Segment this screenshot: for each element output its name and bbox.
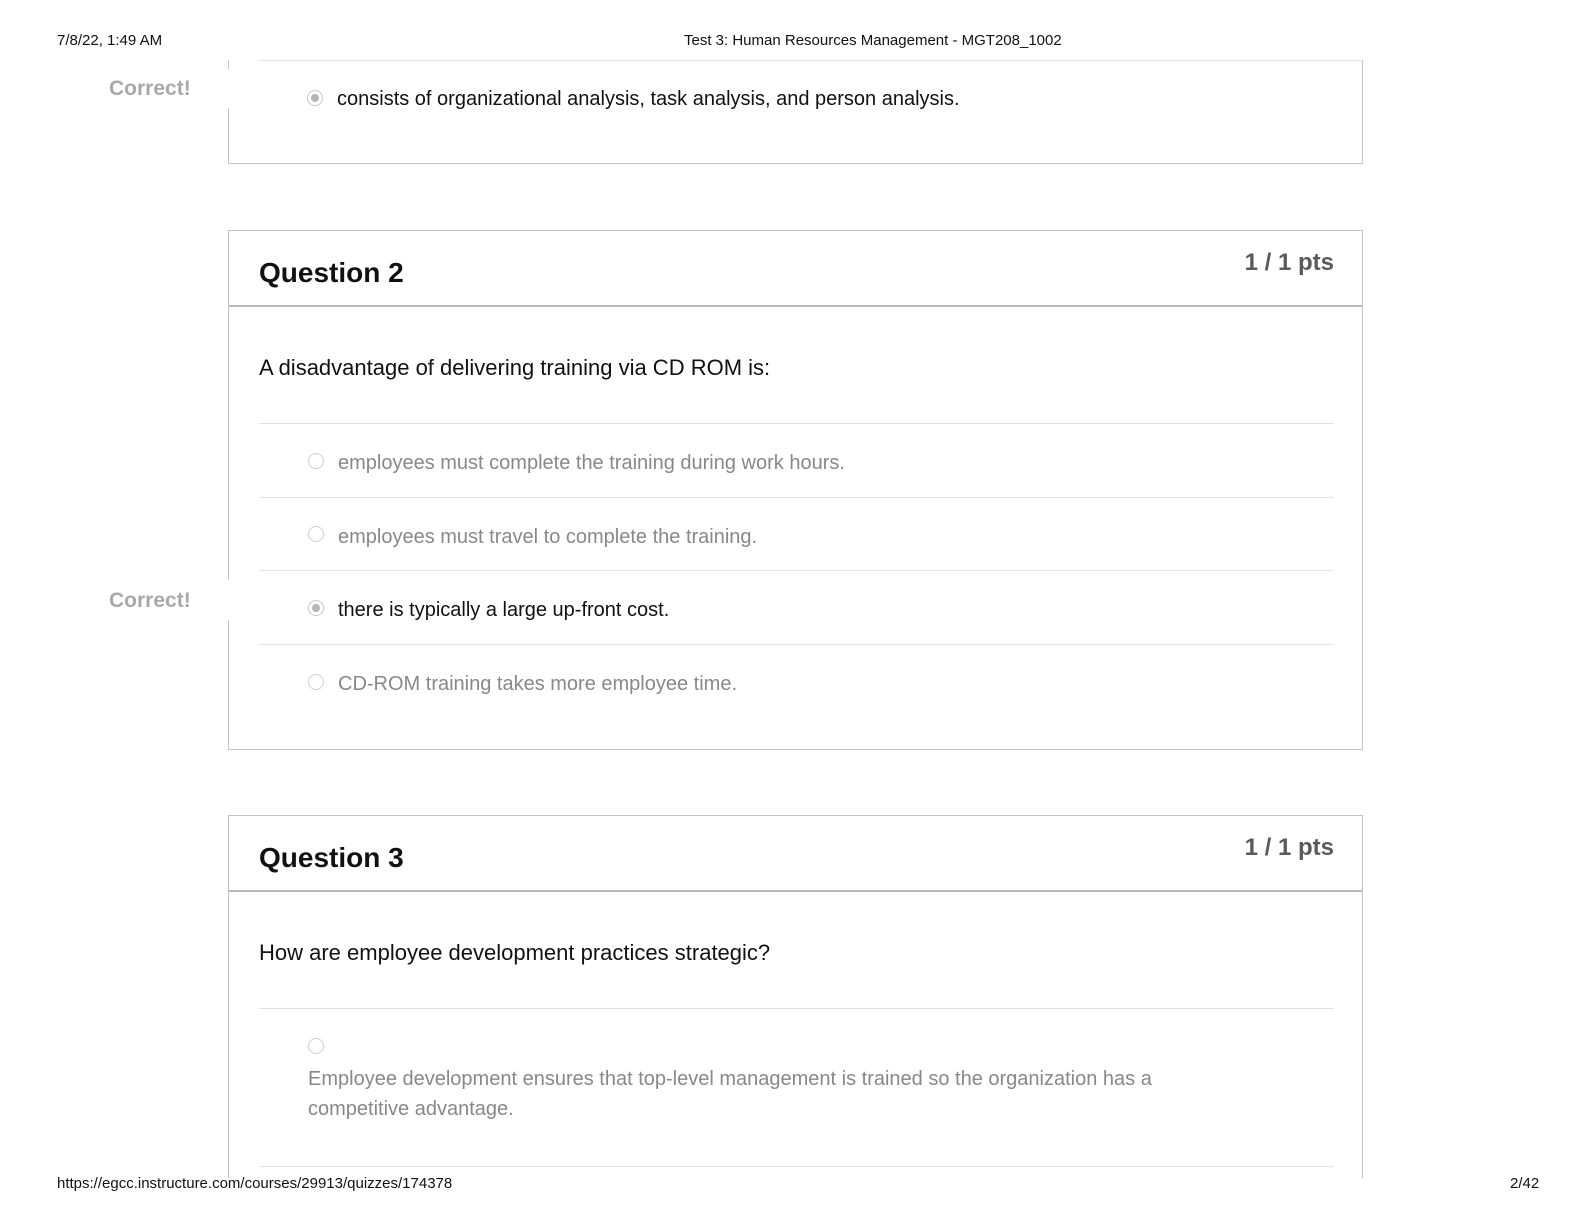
- answer-radio-selected[interactable]: [308, 600, 324, 616]
- answer-radio[interactable]: [308, 453, 324, 469]
- question-2-text: A disadvantage of delivering training via CD ROM is:: [259, 355, 771, 380]
- question-3-card: [228, 815, 1363, 1215]
- answer-radio-selected[interactable]: [307, 90, 323, 106]
- divider: [259, 570, 1334, 571]
- question-2-points: 1 / 1 pts: [1244, 249, 1334, 276]
- question-3-header: [229, 816, 1362, 892]
- divider: [259, 497, 1334, 498]
- divider: [259, 1166, 1334, 1167]
- question-3-text: How are employee development practices strategic?: [259, 940, 771, 965]
- question-2-title: Question 2: [259, 257, 404, 288]
- answer-text: CD-ROM training takes more employee time.: [338, 673, 738, 695]
- answer-text: employees must complete the training during work hours.: [338, 452, 845, 474]
- divider: [259, 1008, 1334, 1009]
- question-3-title: Question 3: [259, 842, 404, 873]
- print-page-number: 2/42: [1510, 1175, 1540, 1192]
- answer-text: Employee development ensures that top-level management is trained so the organization has a competitive advantage.: [308, 1068, 1152, 1120]
- print-datetime: 7/8/22, 1:49 AM: [57, 32, 163, 49]
- question-2-header: [229, 231, 1362, 307]
- question-3-points: 1 / 1 pts: [1244, 834, 1334, 861]
- divider: [259, 423, 1334, 424]
- question-2-card: [228, 230, 1363, 750]
- correct-label: Correct!: [109, 77, 191, 100]
- answer-text: employees must travel to complete the training.: [338, 526, 758, 548]
- answer-text-selected: there is typically a large up-front cost.: [338, 599, 670, 621]
- correct-label: Correct!: [109, 589, 191, 612]
- print-url: https://egcc.instructure.com/courses/29913/quizzes/174378: [57, 1175, 453, 1192]
- answer-radio[interactable]: [308, 1038, 324, 1054]
- answer-radio[interactable]: [308, 674, 324, 690]
- divider: [259, 644, 1334, 645]
- answer-text-selected: consists of organizational analysis, task analysis, and person analysis.: [337, 88, 960, 110]
- print-page-title: Test 3: Human Resources Management - MGT208_1002: [684, 32, 1062, 49]
- answer-radio[interactable]: [308, 526, 324, 542]
